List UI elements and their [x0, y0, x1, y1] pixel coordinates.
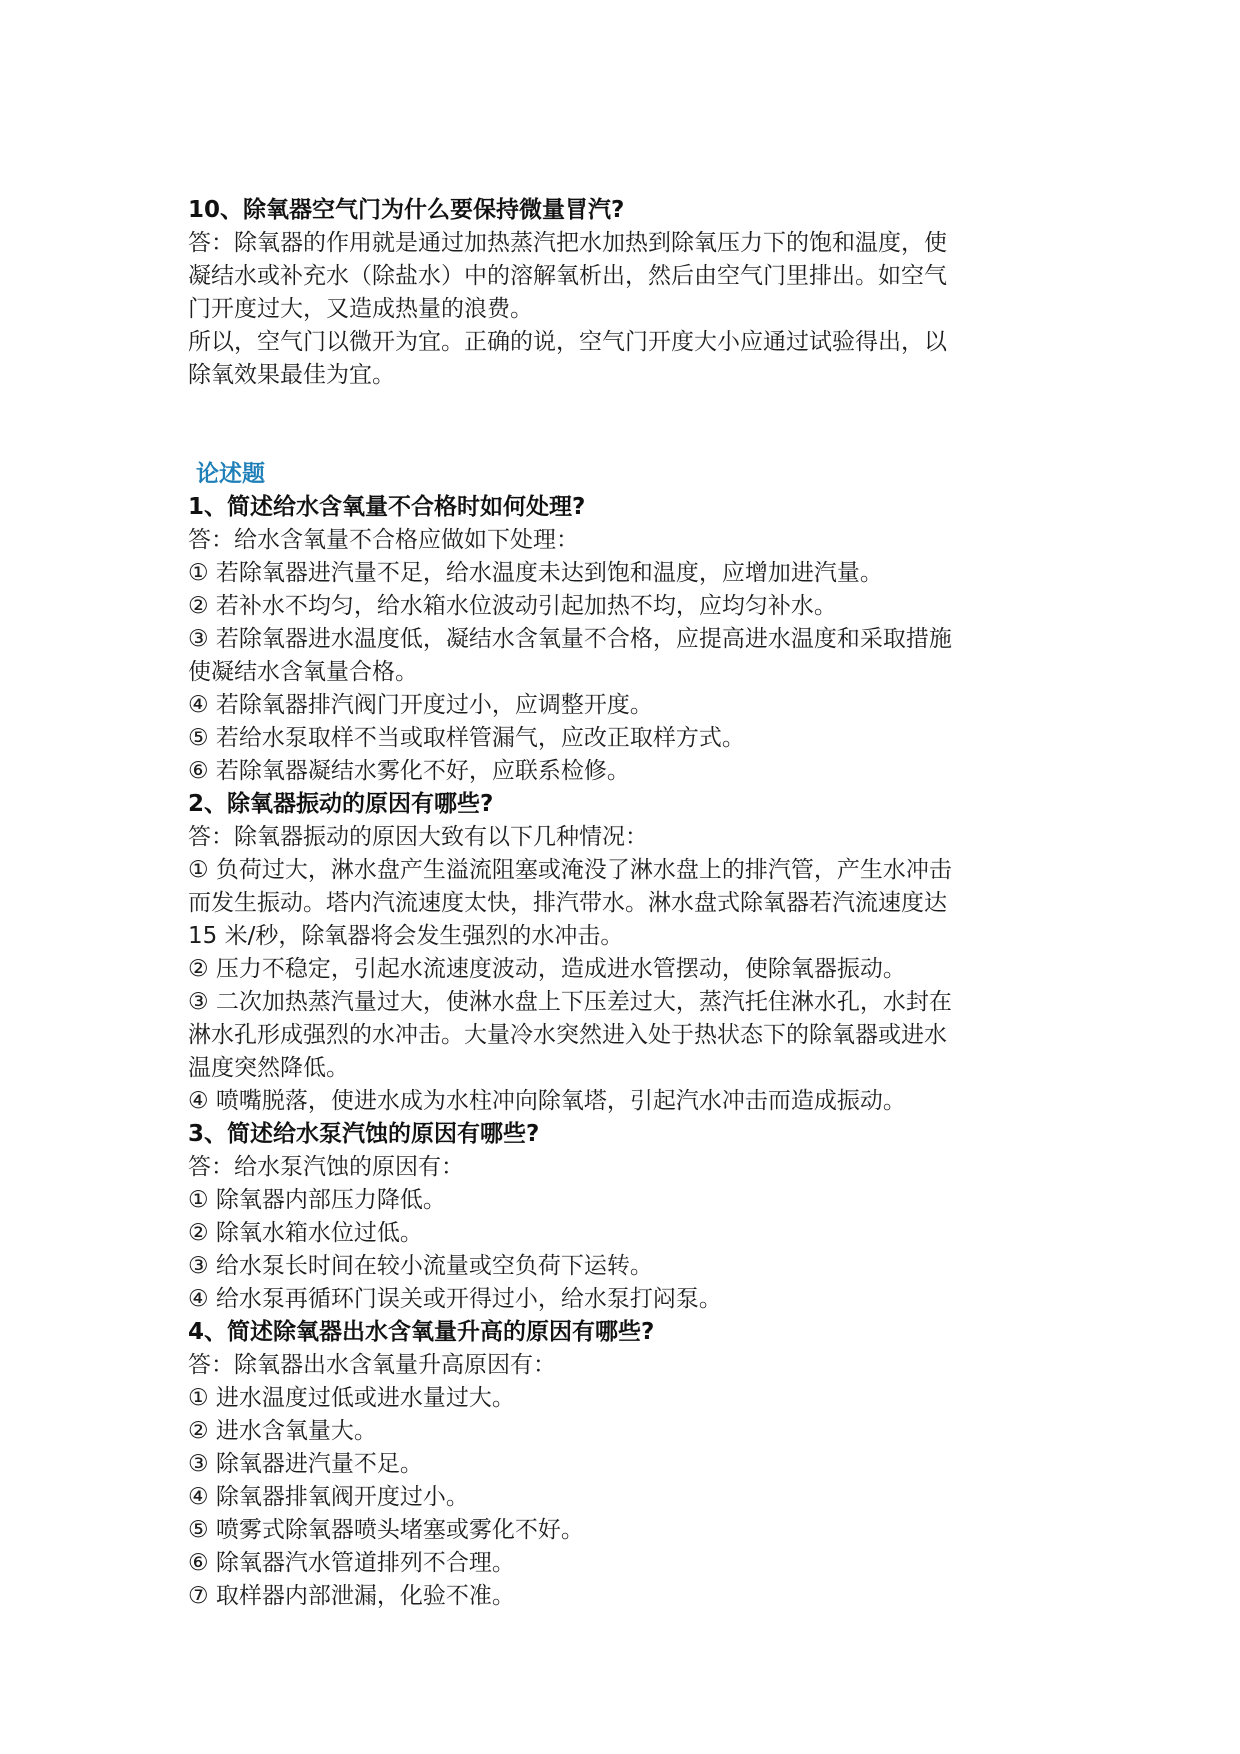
answer-line: ① 负荷过大，淋水盘产生溢流阻塞或淹没了淋水盘上的排汽管，产生水冲击: [188, 857, 952, 883]
answer-line: 15 米/秒，除氧器将会发生强烈的水冲击。: [188, 923, 624, 949]
answer-line: ② 压力不稳定，引起水流速度波动，造成进水管摆动，使除氧器振动。: [188, 956, 906, 982]
answer-line: 答：给水含氧量不合格应做如下处理：: [188, 527, 579, 553]
answer-line: ② 若补水不均匀，给水箱水位波动引起加热不均，应均匀补水。: [188, 593, 837, 619]
question-heading: 1、简述给水含氧量不合格时如何处理?: [188, 494, 586, 520]
answer-line: 淋水孔形成强烈的水冲击。大量冷水突然进入处于热状态下的除氧器或进水: [188, 1022, 947, 1048]
answer-line: ③ 二次加热蒸汽量过大，使淋水盘上下压差过大，蒸汽托住淋水孔，水封在: [188, 989, 952, 1015]
answer-line: 使凝结水含氧量合格。: [188, 659, 418, 685]
answer-line: 答：给水泵汽蚀的原因有：: [188, 1154, 464, 1180]
question-block-1: [188, 491, 1068, 788]
answer-line: ⑤ 若给水泵取样不当或取样管漏气，应改正取样方式。: [188, 725, 745, 751]
answer-line: 所以，空气门以微开为宜。正确的说，空气门开度大小应通过试验得出，以: [188, 329, 947, 355]
answer-line: ③ 若除氧器进水温度低，凝结水含氧量不合格，应提高进水温度和采取措施: [188, 626, 952, 652]
answer-line: ④ 喷嘴脱落，使进水成为水柱冲向除氧塔，引起汽水冲击而造成振动。: [188, 1088, 906, 1114]
question-heading: 3、简述给水泵汽蚀的原因有哪些?: [188, 1121, 540, 1147]
section-title: 论述题: [196, 461, 265, 487]
answer-line: ③ 除氧器进汽量不足。: [188, 1451, 423, 1477]
answer-line: 答：除氧器的作用就是通过加热蒸汽把水加热到除氧压力下的饱和温度，使: [188, 230, 947, 256]
answer-line: 答：除氧器振动的原因大致有以下几种情况：: [188, 824, 648, 850]
answer-line: 凝结水或补充水（除盐水）中的溶解氧析出，然后由空气门里排出。如空气: [188, 263, 947, 289]
question-block-4: [188, 1316, 1068, 1613]
answer-line: ① 除氧器内部压力降低。: [188, 1187, 446, 1213]
answer-line: 除氧效果最佳为宜。: [188, 362, 395, 388]
answer-line: ⑦ 取样器内部泄漏，化验不准。: [188, 1583, 515, 1609]
answer-line: ③ 给水泵长时间在较小流量或空负荷下运转。: [188, 1253, 653, 1279]
question-heading: 2、除氧器振动的原因有哪些?: [188, 791, 494, 817]
question-block-10: [188, 194, 1068, 392]
answer-line: ⑤ 喷雾式除氧器喷头堵塞或雾化不好。: [188, 1517, 584, 1543]
question-block-2: [188, 788, 1068, 1118]
question-heading: 4、简述除氧器出水含氧量升高的原因有哪些?: [188, 1319, 655, 1345]
answer-line: ④ 若除氧器排汽阀门开度过小，应调整开度。: [188, 692, 653, 718]
answer-line: ① 进水温度过低或进水量过大。: [188, 1385, 515, 1411]
answer-line: 答：除氧器出水含氧量升高原因有：: [188, 1352, 556, 1378]
answer-line: ② 进水含氧量大。: [188, 1418, 377, 1444]
document-content: [188, 194, 1068, 1613]
answer-line: ① 若除氧器进汽量不足，给水温度未达到饱和温度，应增加进汽量。: [188, 560, 883, 586]
answer-line: 温度突然降低。: [188, 1055, 349, 1081]
question-block-3: [188, 1118, 1068, 1316]
spacer: [188, 392, 1068, 458]
question-heading: 10、除氧器空气门为什么要保持微量冒汽?: [188, 197, 625, 223]
answer-line: ④ 除氧器排氧阀开度过小。: [188, 1484, 469, 1510]
answer-line: 门开度过大，又造成热量的浪费。: [188, 296, 533, 322]
answer-line: ⑥ 若除氧器凝结水雾化不好，应联系检修。: [188, 758, 630, 784]
answer-line: 而发生振动。塔内汽流速度太快，排汽带水。淋水盘式除氧器若汽流速度达: [188, 890, 947, 916]
answer-line: ② 除氧水箱水位过低。: [188, 1220, 423, 1246]
answer-line: ④ 给水泵再循环门误关或开得过小，给水泵打闷泵。: [188, 1286, 722, 1312]
answer-line: ⑥ 除氧器汽水管道排列不合理。: [188, 1550, 515, 1576]
